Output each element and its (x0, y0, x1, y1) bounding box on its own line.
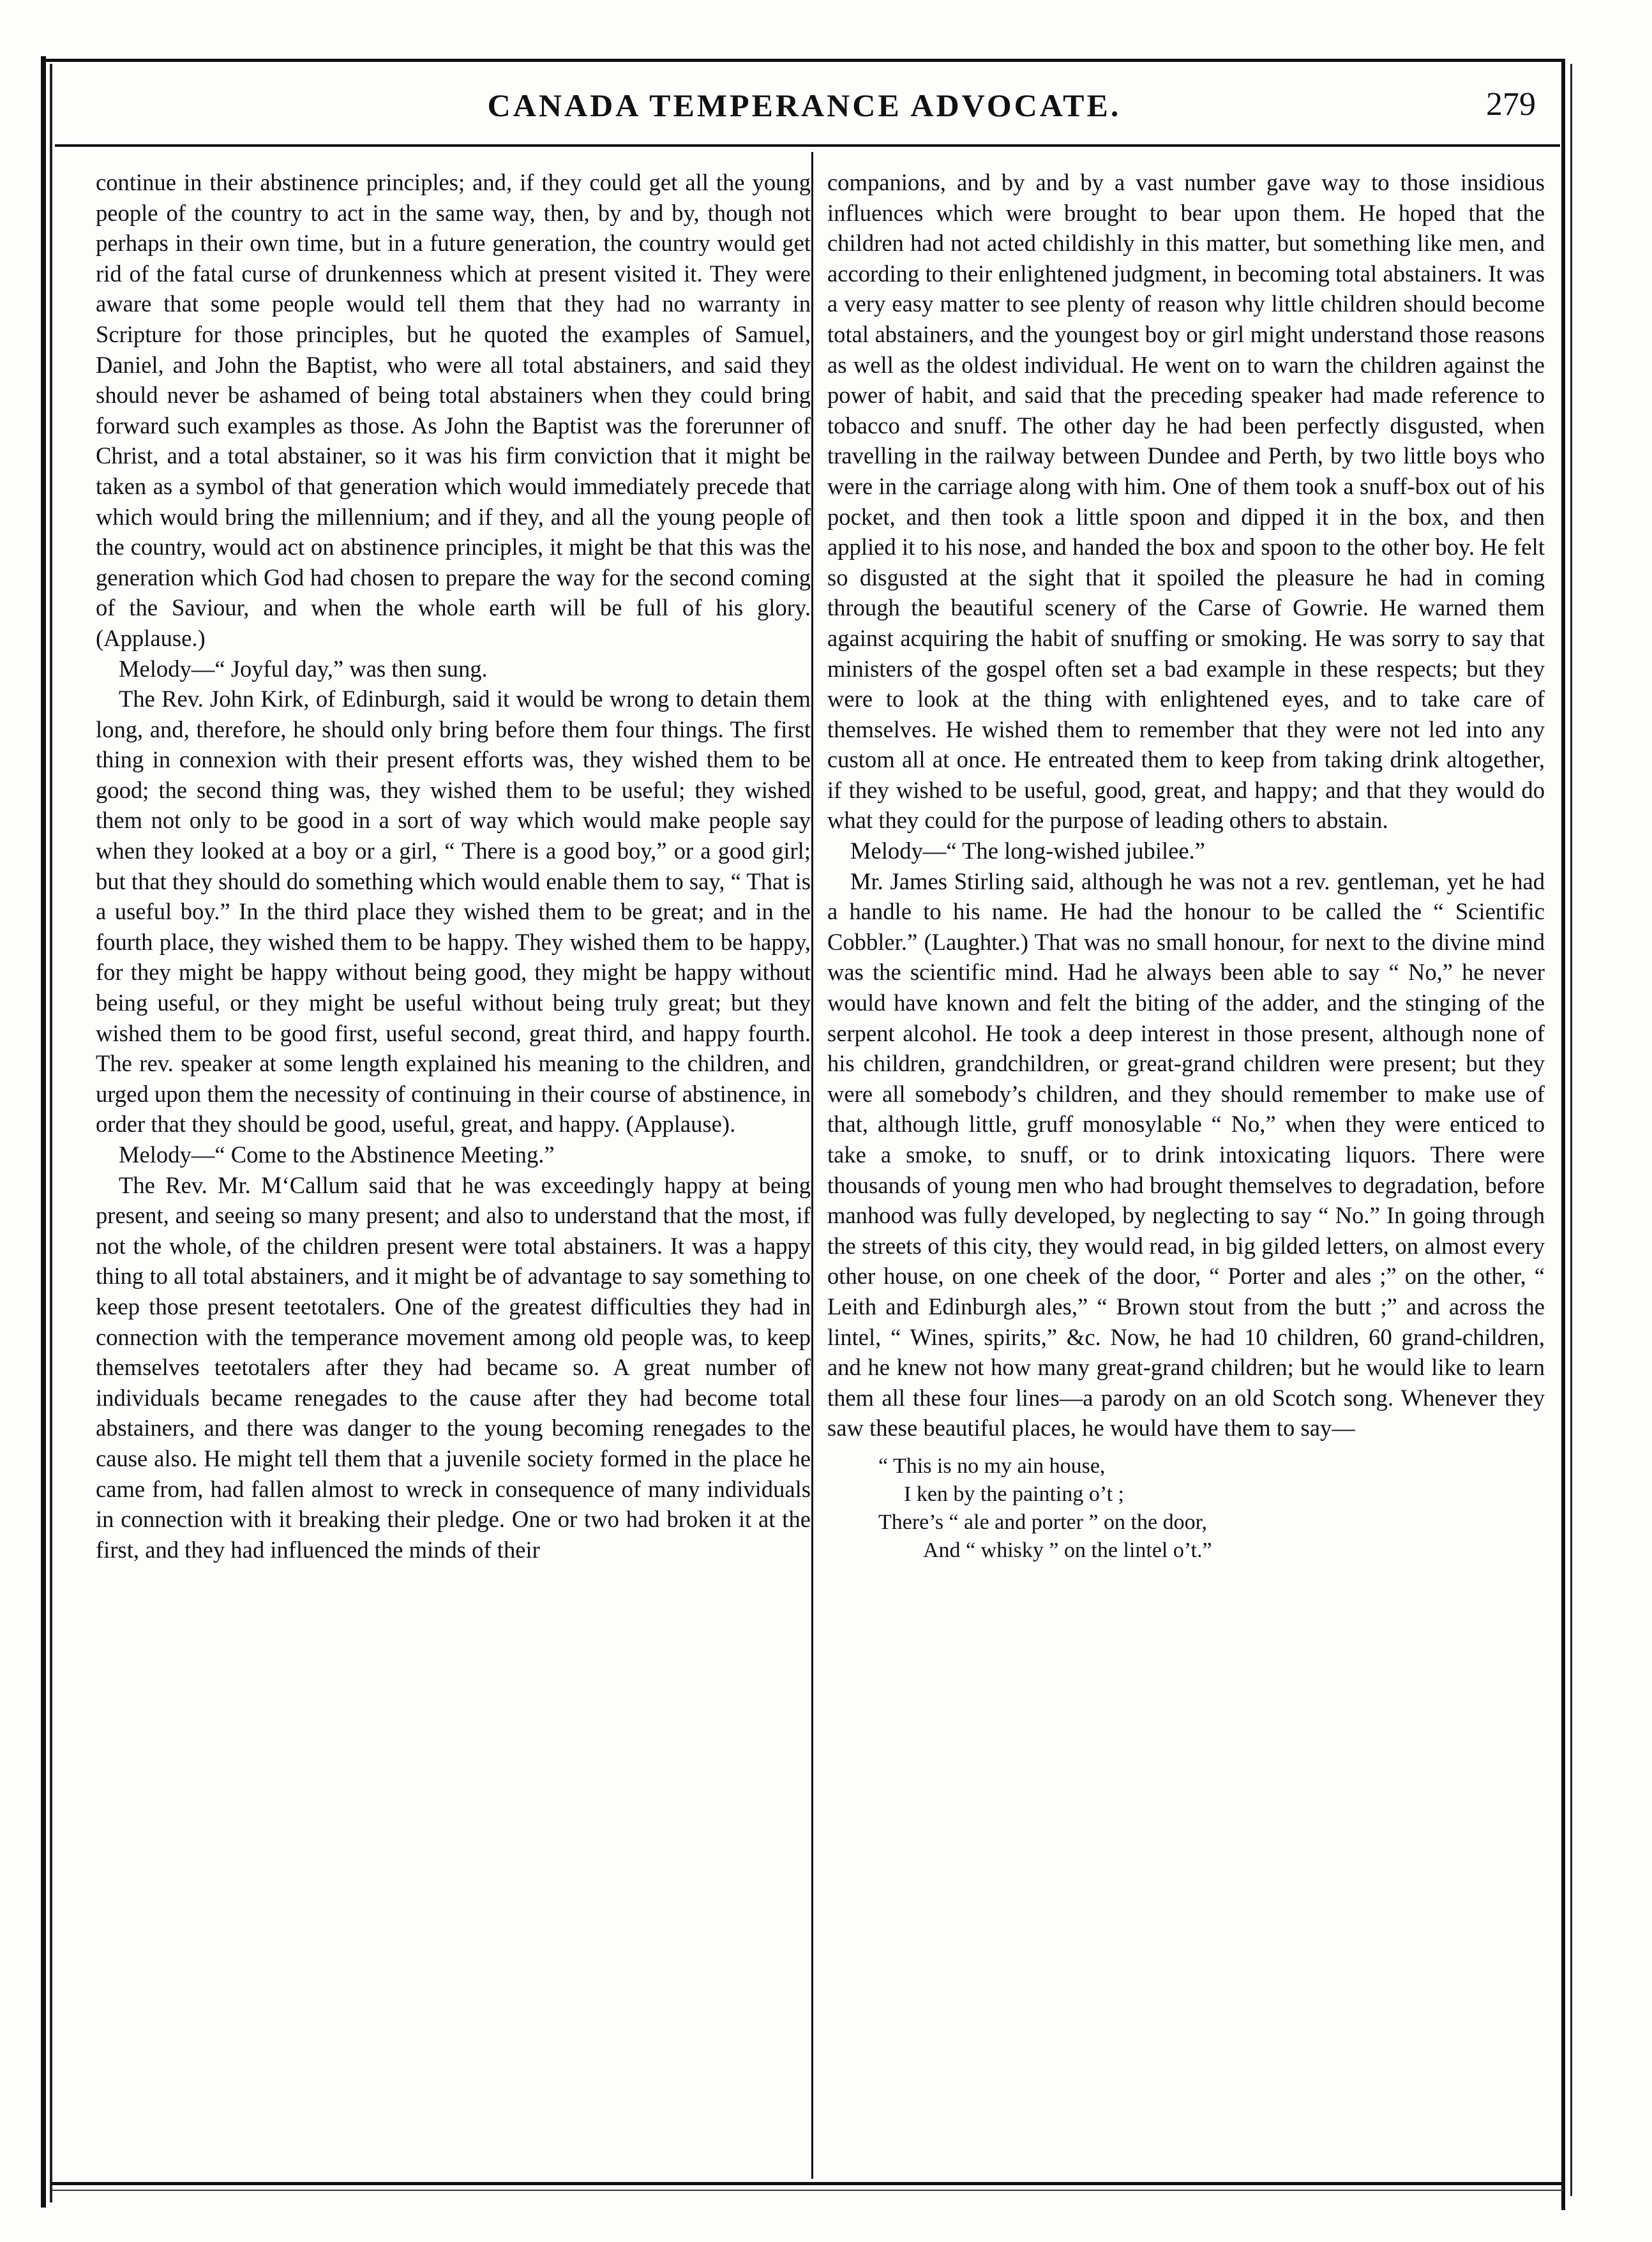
column-divider (811, 152, 813, 2179)
verse-line: And “ whisky ” on the lintel o’t.” (923, 1538, 1212, 1562)
paragraph: Mr. James Stirling said, although he was not a rev. gentleman, yet he had a handle to his name. He had the honour to be called the “ Scientific Cobbler.” (Laughter.) That was no small honour, for next to the divine mind was the scientific mind. Had he always been able to say “ No,” he never would have known and felt the biting of the adder, and the stinging of the serpent alcohol. He took a deep interest in those present, although none of his children, grandchildren, or great-grand children were present; but they were all somebody’s children, and they should remember to make use of that, although little, gruff monosylable “ No,” when they were enticed to take a smoke, to snuff, or to drink intoxicating liquors. There were thousands of young men who had brought themselves to degradation, before manhood was fully developed, by neglecting to say “ No.” In going through the streets of this city, they would read, in big gilded letters, on almost every other house, on one cheek of the door, “ Porter and ales ;” on the other, “ Leith and Edinburgh ales,” “ Brown stout from the butt ;” and across the lintel, “ Wines, spirits,” &c. Now, he had 10 children, 60 grand-children, and he knew not how many great-grand children; but he would like to learn them all these four lines—a parody on an old Scotch song. Whenever they saw these beautiful places, he would have them to say— (827, 868, 1545, 1441)
page-edge-right (1561, 59, 1565, 2210)
bottom-border-rule-thin (51, 2190, 1564, 2191)
running-header (57, 83, 1551, 134)
header-divider (55, 144, 1560, 147)
verse-line: I ken by the painting o’t ; (904, 1482, 1124, 1506)
verse (827, 1452, 1545, 1565)
page-number: 279 (1486, 86, 1536, 123)
right-column (827, 167, 1545, 1565)
page-edge-right-inner (1570, 64, 1572, 2196)
bottom-border-rule (51, 2182, 1564, 2185)
page-edge-left-inner (50, 64, 52, 2202)
left-column (96, 167, 811, 1565)
page-edge-left (41, 56, 46, 2208)
paragraph: The Rev. Mr. M‘Callum said that he was exceedingly happy at being present, and seeing so many present; and also to understand that the most, if not the whole, of the children present were total abstainers. It was a happy thing to all total abstainers, and it might be of advantage to say something to keep those present teetotalers. One of the greatest difficulties they had in connection with the temperance movement among old people was, to keep themselves teetotalers after they had became so. A great number of individuals became renegades to the cause after they had become total abstainers, and there was danger to the young becoming renegades to the cause also. He might tell them that a juvenile society formed in the place he came from, had fallen almost to wreck in consequence of many individuals in connection with it breaking their pledge. One or two had broken it at the first, and they had influenced the minds of their (96, 1171, 811, 1563)
verse-line: There’s “ ale and porter ” on the door, (878, 1510, 1208, 1534)
melody-line: Melody—“ Joyful day,” was then sung. (119, 655, 488, 682)
paragraph: continue in their abstinence principles; and, if they could get all the young people of the country to act in the same way, then, by and by, though not perhaps in their own time, but in a future generation, the country would get rid of the fatal curse of drunkenness which at present visited it. They were aware that some people would tell them that they had no warranty in Scripture for those principles, but he quoted the examples of Samuel, Daniel, and John the Baptist, who were all total abstainers, and said they should never be ashamed of being total abstainers when they could bring forward such examples as those. As John the Baptist was the forerunner of Christ, and a total abstainer, so it was his firm conviction that it might be taken as a symbol of that generation which would immediately precede that which would bring the millennium; and if they, and all the young people of the country, would act on abstinence principles, it might be that this was the generation which God had chosen to prepare the way for the second coming of the Saviour, and when the whole earth will be full of his glory. (Applause.) (96, 169, 811, 651)
paragraph: companions, and by and by a vast number gave way to those insidious influences which were brought to bear upon them. He hoped that the children had not acted childishly in this matter, but something like men, and according to their enlightened judgment, in becoming total abstainers. It was a very easy matter to see plenty of reason why little children should become total abstainers, and the youngest boy or girl might understand those reasons as well as the oldest individual. He went on to warn the children against the power of habit, and said that the preceding speaker had made reference to tobacco and snuff. The other day he had been perfectly disgusted, when travelling in the railway between Dundee and Perth, by two little boys who were in the carriage along with him. One of them took a snuff-box out of his pocket, and then took a little spoon and dipped it in the box, and then applied it to his nose, and handed the box and spoon to the other boy. He felt so disgusted at the sight that it spoiled the pleasure he had in coming through the beautiful scenery of the Carse of Gowrie. He warned them against acquiring the habit of snuffing or smoking. He was sorry to say that ministers of the gospel often set a bad example in these respects; but they were to look at the thing with enlightened eyes, and to take care of themselves. He wished them to remember that they were not led into any custom all at once. He entreated them to keep from taking drink altogether, if they wished to be useful, good, great, and happy; and that they would do what they could for the purpose of leading others to abstain. (827, 169, 1545, 834)
top-border-rule (45, 59, 1564, 62)
melody-line: Melody—“ The long-wished jubilee.” (850, 838, 1205, 864)
publication-title: CANADA TEMPERANCE ADVOCATE. (487, 87, 1122, 123)
melody-line: Melody—“ Come to the Abstinence Meeting.” (119, 1141, 555, 1168)
verse-line: “ This is no my ain house, (878, 1454, 1106, 1478)
paragraph: The Rev. John Kirk, of Edinburgh, said it would be wrong to detain them long, and, therefore, he should only bring before them four things. The first thing in connexion with their present efforts was, they wished them to be good; the second thing was, they wished them to be useful; they wished them not only to be good in a sort of way which would make people say when they looked at a boy or a girl, “ There is a good boy,” or a good girl; but that they should do something which would enable them to say, “ That is a useful boy.” In the third place they wished them to be great; and in the fourth place, they wished them to be happy. They wished them to be happy, for they might be happy without being good, they might be happy without being useful, or they might be useful without being truly great; but they wished them to be good first, useful second, great third, and happy fourth. The rev. speaker at some length explained his meaning to the children, and urged upon them the necessity of continuing in their course of abstinence, in order that they should be good, useful, great, and happy. (Applause). (96, 686, 811, 1138)
